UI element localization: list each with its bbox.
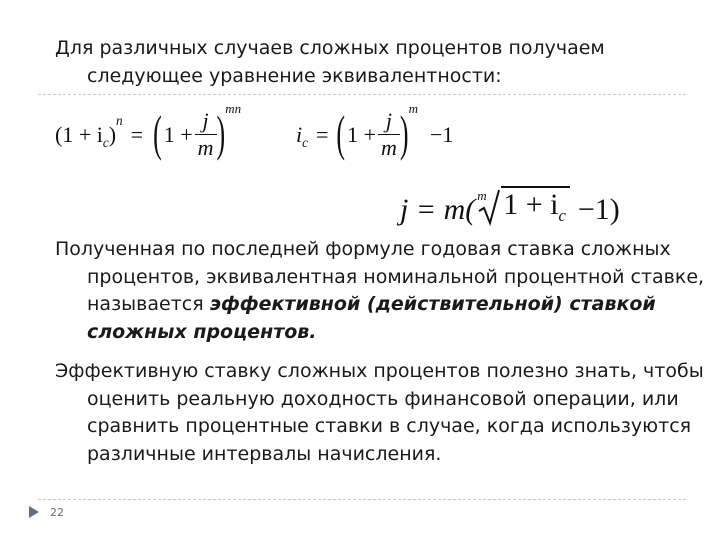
formula-2-right-paren: ) bbox=[399, 106, 409, 162]
formula-1-fraction bbox=[195, 108, 217, 161]
formula-2-left-paren: ( bbox=[336, 106, 346, 162]
formula-3-lhs: j = m( bbox=[400, 192, 476, 226]
formula-1-base-sub: c bbox=[102, 134, 109, 150]
usage-paragraph: Эффективную ставку сложных процентов полезно знать, чтобы оценить реальную доходность финансовой операции, или сравнить процентные ставки в случае, когда используются различные интервалы начисления. bbox=[55, 360, 704, 465]
formula-1-close: ) bbox=[108, 121, 117, 147]
formula-2-one-plus: 1 + bbox=[347, 121, 376, 147]
formula-3-root-index: m bbox=[477, 188, 487, 203]
formula-1-one-plus: 1 + bbox=[163, 121, 193, 147]
equivalence-formula bbox=[55, 100, 242, 162]
formula-2-lhs-sub: c bbox=[302, 134, 308, 150]
page-number: 22 bbox=[50, 505, 64, 519]
formula-2-lhs: i bbox=[296, 121, 303, 147]
top-divider bbox=[38, 94, 686, 95]
formula-2-tail: −1 bbox=[429, 121, 454, 147]
definition-emphasis: эффективной (действительной) ставкой сложных процентов. bbox=[87, 293, 656, 343]
definition-paragraph bbox=[55, 236, 707, 346]
formula-1-exp: n bbox=[116, 112, 123, 128]
formula-1-equals: = bbox=[130, 121, 144, 147]
bottom-divider bbox=[38, 499, 686, 500]
formula-2-equals: = bbox=[315, 121, 329, 147]
formula-3-root bbox=[477, 186, 570, 233]
formula-1-right-paren: ) bbox=[216, 106, 226, 162]
formula-1-left-paren: ( bbox=[153, 106, 162, 162]
formula-1-base: (1 + i bbox=[55, 121, 103, 147]
formula-2-numerator: j bbox=[385, 108, 392, 133]
page-indicator bbox=[28, 505, 64, 519]
formula-2-exp: m bbox=[408, 100, 418, 116]
formula-2-denominator: m bbox=[381, 135, 397, 160]
formula-1-rhs-exp: mn bbox=[225, 100, 242, 116]
effective-rate-formula bbox=[400, 186, 620, 233]
formula-3-radicand-sub: c bbox=[558, 206, 566, 225]
formula-2-fraction bbox=[378, 108, 400, 161]
formula-1-denominator: m bbox=[197, 135, 214, 160]
intro-paragraph: Для различных случаев сложных процентов получаем следующее уравнение эквивалентности: bbox=[55, 37, 605, 87]
formula-3-radicand bbox=[501, 186, 570, 233]
definition-text: Полученная по последней формуле годовая ставка сложных процентов, эквивалентная номинальной процентной ставке, называется bbox=[55, 238, 705, 315]
formula-3-radicand-main: 1 + i bbox=[503, 188, 559, 221]
bullet-arrow-icon bbox=[28, 505, 40, 519]
formula-3-tail: −1) bbox=[577, 192, 620, 226]
rate-formula bbox=[296, 100, 454, 162]
formula-1-numerator: j bbox=[202, 108, 209, 133]
